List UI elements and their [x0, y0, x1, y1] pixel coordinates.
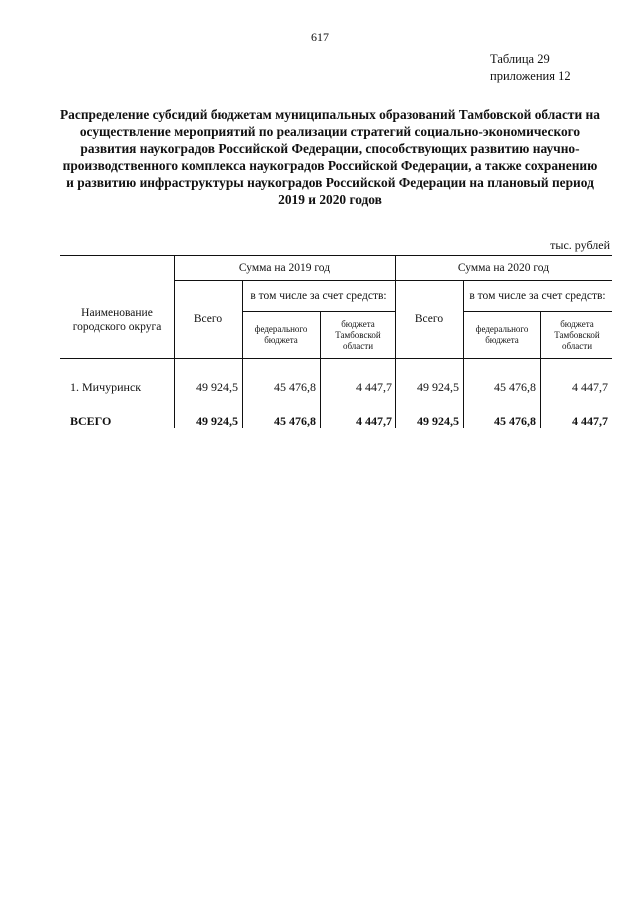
title-line: производственного комплекса наукоградов Российской Федерации, а также сохранению: [62, 158, 598, 173]
total-regional-2019: 4 447,7: [356, 414, 392, 428]
row-regional-2019: 4 447,7: [356, 380, 392, 394]
table-ref-line2: приложения 12: [490, 69, 571, 83]
total-federal-2020: 45 476,8: [494, 414, 536, 428]
row-total-2019: 49 924,5: [196, 380, 238, 394]
total-name: ВСЕГО: [70, 414, 112, 428]
header-total-2019: Всего: [193, 313, 223, 325]
header-including-2019: в том числе за счет средств:: [250, 289, 387, 302]
total-2019: 49 924,5: [196, 414, 238, 428]
row-federal-2019: 45 476,8: [274, 380, 316, 394]
header-year-2019: Сумма на 2019 год: [238, 261, 331, 274]
grid-line: [320, 311, 321, 428]
row-name: 1. Мичуринск: [70, 380, 142, 394]
document-title: [50, 106, 610, 208]
grid-line: [540, 311, 541, 428]
header-name-column: Наименование городского округа: [72, 306, 162, 333]
title-line: Распределение субсидий бюджетам муниципальных образований Тамбовской области на: [60, 107, 600, 122]
units-label: тыс. рублей: [550, 238, 610, 252]
title-line: 2019 и 2020 годов: [278, 192, 382, 207]
table-ref-line1: Таблица 29: [490, 52, 550, 66]
table-reference: [490, 51, 571, 85]
header-federal-2019: федерального бюджета: [254, 324, 308, 345]
header-total-2020: Всего: [414, 313, 444, 325]
page-number: 617: [311, 30, 329, 44]
title-line: развития наукоградов Российской Федерации, способствующих развитию научно-: [80, 141, 580, 156]
header-year-2020: Сумма на 2020 год: [457, 261, 550, 274]
grid-line: [242, 311, 395, 312]
header-federal-2020: федерального бюджета: [475, 324, 529, 345]
total-2020: 49 924,5: [417, 414, 459, 428]
row-federal-2020: 45 476,8: [494, 380, 536, 394]
header-regional-2019: бюджета Тамбовской области: [335, 318, 381, 351]
grid-line: [463, 311, 612, 312]
row-total-2020: 49 924,5: [417, 380, 459, 394]
header-including-2020: в том числе за счет средств:: [469, 289, 606, 302]
total-regional-2020: 4 447,7: [572, 414, 608, 428]
total-federal-2019: 45 476,8: [274, 414, 316, 428]
title-line: и развитию инфраструктуры наукоградов Российской Федерации на плановый период: [66, 175, 594, 190]
row-regional-2020: 4 447,7: [572, 380, 608, 394]
title-line: осуществление мероприятий по реализации стратегий социально-экономического: [79, 124, 581, 139]
header-regional-2020: бюджета Тамбовской области: [554, 318, 600, 351]
grid-line: [60, 358, 612, 359]
